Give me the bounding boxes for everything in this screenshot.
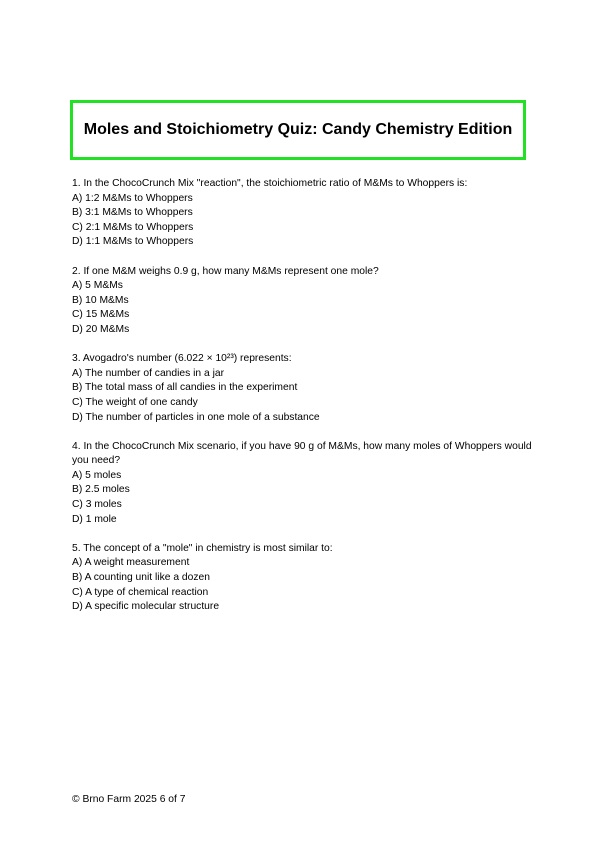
option-b: B) 3:1 M&Ms to Whoppers [72,207,193,219]
option-c: C) 2:1 M&Ms to Whoppers [72,221,194,233]
question-3 [72,352,532,425]
option-a: A) 5 M&Ms [72,280,123,292]
option-c: C) 3 moles [72,499,122,511]
option-d: D) 1 mole [72,513,117,525]
quiz-questions [72,177,532,629]
option-d: D) 20 M&Ms [72,323,130,335]
question-text: 2. If one M&M weighs 0.9 g, how many M&Ms represent one mole? [72,265,379,277]
question-text: 3. Avogadro's number (6.022 × 10²³) represents: [72,353,292,365]
option-b: B) 10 M&Ms [72,294,129,306]
question-text: 5. The concept of a "mole" in chemistry is most similar to: [72,542,333,554]
option-b: B) The total mass of all candies in the experiment [72,382,298,394]
option-a: A) A weight measurement [72,557,190,569]
title-box [70,100,526,160]
question-1 [72,177,532,250]
option-a: A) The number of candies in a jar [72,367,225,379]
page-title: Moles and Stoichiometry Quiz: Candy Chemistry Edition [83,121,513,138]
option-b: B) A counting unit like a dozen [72,572,210,584]
option-d: D) The number of particles in one mole of a substance [72,411,320,423]
question-4 [72,440,532,528]
option-c: C) A type of chemical reaction [72,586,209,598]
page-footer: © Brno Farm 2025 6 of 7 [72,794,186,805]
option-c: C) The weight of one candy [72,396,198,408]
option-d: D) 1:1 M&Ms to Whoppers [72,236,194,248]
question-text: 4. In the ChocoCrunch Mix scenario, if you have 90 g of M&Ms, how many moles of Whoppers would you need? [72,440,532,467]
option-d: D) A specific molecular structure [72,601,220,613]
option-b: B) 2.5 moles [72,484,130,496]
option-c: C) 15 M&Ms [72,309,130,321]
question-text: 1. In the ChocoCrunch Mix "reaction", the stoichiometric ratio of M&Ms to Whoppers is: [72,178,468,189]
option-a: A) 5 moles [72,469,122,481]
question-2 [72,265,532,338]
option-a: A) 1:2 M&Ms to Whoppers [72,192,193,204]
question-5 [72,542,532,615]
